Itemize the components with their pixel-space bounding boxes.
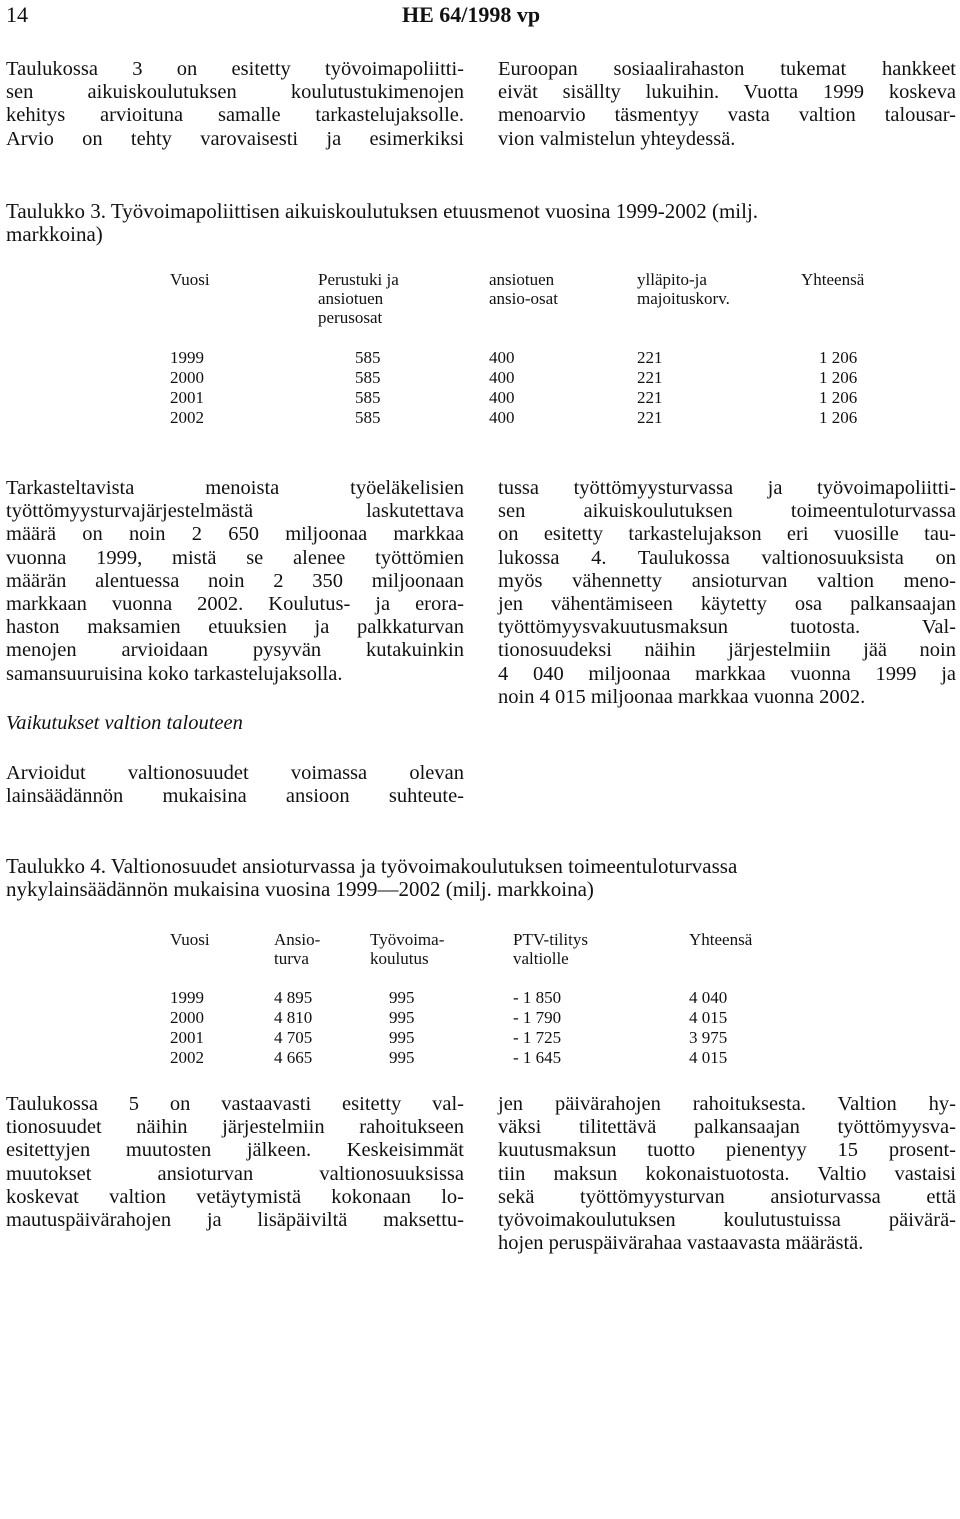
table4-cell: 3 975 <box>689 1028 728 1047</box>
page-number: 14 <box>6 2 28 27</box>
table4-cell: 995 <box>389 1028 415 1047</box>
table4-cell: 4 015 <box>689 1048 728 1067</box>
table3-cell: 1 206 <box>819 408 858 427</box>
table4-cell: 1999 <box>170 988 204 1007</box>
text-line: väksi tilitettävä palkansaajan työttömyysva- <box>498 1116 956 1139</box>
text-line: vuonna 1999, mistä se alenee työttömien <box>6 546 464 569</box>
caption-line: Taulukko 4. Valtionosuudet ansioturvassa ja työvoimakoulutuksen toimeentuloturvassa <box>6 854 738 878</box>
table4-cell: - 1 790 <box>513 1008 562 1027</box>
text-line: on esitetty tarkastelujakson eri vuosille tau- <box>498 523 956 546</box>
table3-cell: 400 <box>489 348 515 367</box>
document-title: HE 64/1998 vp <box>402 2 541 27</box>
text-line: sekä työttömyysturvan ansioturvassa että <box>498 1185 956 1208</box>
table4-cell: - 1 645 <box>513 1048 562 1067</box>
table3-cell: 2000 <box>170 368 204 387</box>
table3-header-earnings: ansiotuen ansio-osat <box>489 270 558 308</box>
text-line: hojen peruspäivärahaa vastaavasta määrästä. <box>498 1232 864 1255</box>
table3-cell: 221 <box>637 388 663 407</box>
table3-header-year: Vuosi <box>170 270 210 289</box>
table3-cell: 221 <box>637 348 663 367</box>
table3-cell: 1 206 <box>819 388 858 407</box>
text-line: haston maksamien etuuksien ja palkkaturvan <box>6 616 464 639</box>
closing-right-paragraph <box>498 1093 956 1255</box>
table3-cell: 585 <box>355 348 381 367</box>
text-line: tionosuudeksi näihin järjestelmiin jää noin <box>498 639 956 662</box>
middle-left-after-paragraph <box>6 762 464 808</box>
table3-header-maintenance: ylläpito-ja majoituskorv. <box>637 270 730 308</box>
intro-right-paragraph <box>498 58 956 151</box>
table3 <box>0 270 960 440</box>
table4-cell: 4 895 <box>274 988 313 1007</box>
table3-caption <box>6 200 758 246</box>
table4-caption <box>6 855 737 901</box>
text-line: tionosuudet näihin järjestelmiin rahoitukseen <box>6 1116 464 1139</box>
table3-cell: 221 <box>637 368 663 387</box>
table4-header-ptv: PTV-tilitys valtiolle <box>513 930 588 968</box>
text-line: muutokset ansioturvan valtionosuuksissa <box>6 1162 464 1185</box>
text-line: eivät sisällty lukuihin. Vuotta 1999 koskeva <box>498 81 956 104</box>
middle-right-paragraph <box>498 477 956 709</box>
text-line: kuutusmaksun tuotto pienentyy 15 prosent- <box>498 1139 956 1162</box>
table4-header-earnings: Ansio- turva <box>274 930 321 968</box>
caption-line: nykylainsäädännön mukaisina vuosina 1999—2002 (milj. markkoina) <box>6 877 594 901</box>
text-line: jen vähentämiseen käytetty osa palkansaajan <box>498 593 956 616</box>
text-line: määrä on noin 2 650 miljoonaa markkaa <box>6 523 464 546</box>
text-line: Euroopan sosiaalirahaston tukemat hankkeet <box>498 58 956 80</box>
table3-cell: 1999 <box>170 348 204 367</box>
text-line: 4 040 miljoonaa markkaa vuonna 1999 ja <box>498 662 956 685</box>
table4-header-total: Yhteensä <box>689 930 753 949</box>
table4-cell: 995 <box>389 1008 415 1027</box>
text-line: Taulukossa 5 on vastaavasti esitetty val- <box>6 1093 464 1115</box>
caption-line: markkoina) <box>6 222 103 246</box>
section-heading: Vaikutukset valtion talouteen <box>6 712 243 734</box>
table4-cell: 2002 <box>170 1048 204 1067</box>
text-line: myös vähennetty ansioturvan valtion meno- <box>498 569 956 592</box>
table3-cell: 1 206 <box>819 368 858 387</box>
table3-cell: 221 <box>637 408 663 427</box>
table4-cell: 4 040 <box>689 988 728 1007</box>
text-line: menojen arvioidaan pysyvän kutakuinkin <box>6 639 464 662</box>
closing-left-paragraph <box>6 1093 464 1232</box>
table4-cell: 4 705 <box>274 1028 313 1047</box>
text-line: markkaan vuonna 2002. Koulutus- ja erora- <box>6 593 464 616</box>
text-line: Tarkasteltavista menoista työeläkelisien <box>6 477 464 499</box>
text-line: vion valmistelun yhteydessä. <box>498 127 736 150</box>
table4-cell: 995 <box>389 1048 415 1067</box>
text-line: mautuspäivärahojen ja lisäpäiviltä maksettu- <box>6 1209 464 1232</box>
table3-cell: 1 206 <box>819 348 858 367</box>
text-line: Arvioidut valtionosuudet voimassa olevan <box>6 762 464 784</box>
text-line: esitettyjen muutosten jälkeen. Keskeisimmät <box>6 1139 464 1162</box>
table3-cell: 400 <box>489 408 515 427</box>
table3-header-total: Yhteensä <box>801 270 865 289</box>
table3-header-basic: Perustuki ja ansiotuen perusosat <box>318 270 399 327</box>
table3-cell: 585 <box>355 408 381 427</box>
text-line: työttömyysvakuutusmaksun tuotosta. Val- <box>498 616 956 639</box>
table3-cell: 585 <box>355 368 381 387</box>
table4-cell: 2000 <box>170 1008 204 1027</box>
table4-cell: 4 015 <box>689 1008 728 1027</box>
text-line: työvoimakoulutuksen koulutustuissa päivärä- <box>498 1209 956 1232</box>
text-line: työttömyysturvajärjestelmästä laskutettava <box>6 500 464 523</box>
text-line: Arvio on tehty varovaisesti ja esimerkiksi <box>6 127 464 150</box>
text-line: sen aikuiskoulutuksen koulutustukimenojen <box>6 81 464 104</box>
table4-cell: 4 665 <box>274 1048 313 1067</box>
text-line: jen päivärahojen rahoituksesta. Valtion hy- <box>498 1093 956 1115</box>
table4-cell: 995 <box>389 988 415 1007</box>
table4 <box>0 930 960 1075</box>
table4-cell: 4 810 <box>274 1008 313 1027</box>
text-line: kehitys arvioituna samalle tarkastelujaksolle. <box>6 104 464 127</box>
middle-left-paragraph <box>6 477 464 686</box>
text-line: koskevat valtion vetäytymistä kokonaan lo- <box>6 1185 464 1208</box>
table3-cell: 400 <box>489 368 515 387</box>
text-line: samansuuruisina koko tarkastelujaksolla. <box>6 662 343 685</box>
text-line: lukossa 4. Taulukossa valtionosuuksista on <box>498 546 956 569</box>
text-line: noin 4 015 miljoonaa markkaa vuonna 2002. <box>498 685 866 708</box>
text-line: lainsäädännön mukaisina ansioon suhteute- <box>6 785 464 808</box>
caption-line: Taulukko 3. Työvoimapoliittisen aikuiskoulutuksen etuusmenot vuosina 1999-2002 (milj. <box>6 199 759 223</box>
intro-left-paragraph <box>6 58 464 151</box>
table3-cell: 2001 <box>170 388 204 407</box>
table3-cell: 2002 <box>170 408 204 427</box>
table4-cell: - 1 725 <box>513 1028 562 1047</box>
table4-cell: 2001 <box>170 1028 204 1047</box>
text-line: menoarvio täsmentyy vasta valtion talousar- <box>498 104 956 127</box>
table4-header-year: Vuosi <box>170 930 210 949</box>
table4-cell: - 1 850 <box>513 988 562 1007</box>
text-line: tussa työttömyysturvassa ja työvoimapoliitti- <box>498 477 956 499</box>
text-line: Taulukossa 3 on esitetty työvoimapoliitti- <box>6 58 464 80</box>
table3-cell: 585 <box>355 388 381 407</box>
text-line: sen aikuiskoulutuksen toimeentuloturvassa <box>498 500 956 523</box>
text-line: tiin maksun kokonaistuotosta. Valtio vastaisi <box>498 1162 956 1185</box>
table4-header-training: Työvoima- koulutus <box>370 930 445 968</box>
table3-cell: 400 <box>489 388 515 407</box>
text-line: määrän alentuessa noin 2 350 miljoonaan <box>6 569 464 592</box>
